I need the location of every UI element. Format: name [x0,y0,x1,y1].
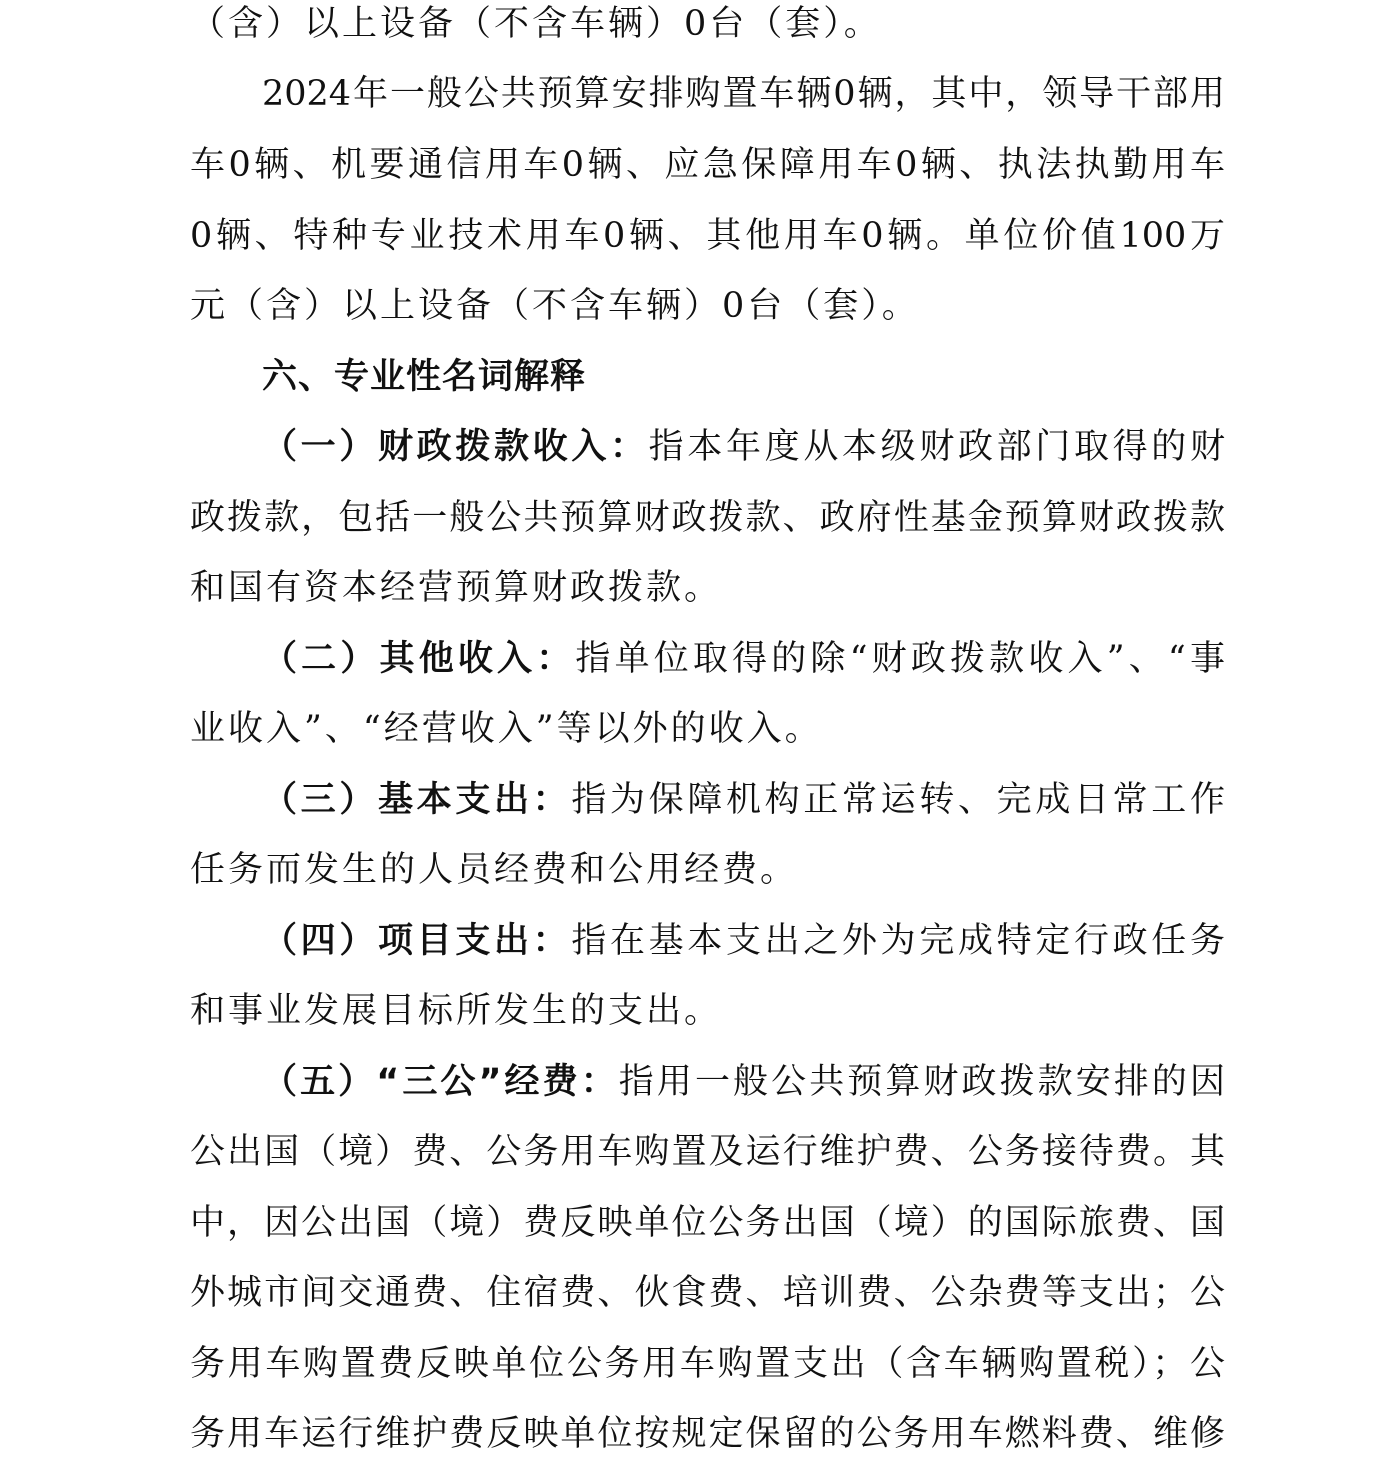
text-line: 政拨款，包括一般公共预算财政拨款、政府性基金预算财政拨款 [190,498,1225,538]
definition-term: （五）“三公”经费： [262,1062,619,1102]
definition-term: （一）财政拨款收入： [262,427,649,467]
text-line: 和国有资本经营预算财政拨款。 [190,568,723,608]
section-heading: 六、专业性名词解释 [262,357,587,397]
text-line: 2024年一般公共预算安排购置车辆0辆，其中，领导干部用 [262,74,1225,114]
definition-first-line [262,1047,1225,1117]
text-line: 元（含）以上设备（不含车辆）0台（套）。 [190,286,920,326]
text-line: 中，因公出国（境）费反映单位公务出国（境）的国际旅费、国 [190,1203,1225,1243]
text-line: 任务而发生的人员经费和公用经费。 [190,850,799,890]
definition-text: 指为保障机构正常运转、完成日常工作 [571,780,1225,820]
definition-text: 指在基本支出之外为完成特定行政任务 [571,921,1225,961]
definition-term: （三）基本支出： [262,780,572,820]
definition-text: 指用一般公共预算财政拨款安排的因 [618,1062,1225,1102]
definition-term: （二）其他收入： [262,639,576,679]
definition-text: 指单位取得的除“财政拨款收入”、“事 [575,639,1225,679]
text-line: 车0辆、机要通信用车0辆、应急保障用车0辆、执法执勤用车 [190,145,1225,185]
definition-first-line [262,765,1225,835]
text-line: （含）以上设备（不含车辆）0台（套）。 [190,4,882,44]
text-line: 务用车运行维护费反映单位按规定保留的公务用车燃料费、维修 [190,1414,1225,1454]
text-line: 公出国（境）费、公务用车购置及运行维护费、公务接待费。其 [190,1132,1225,1172]
text-line: 业收入”、“经营收入”等以外的收入。 [190,709,823,749]
text-line: 0辆、特种专业技术用车0辆、其他用车0辆。单位价值100万 [190,216,1225,256]
definition-first-line [262,412,1225,482]
definition-first-line [262,906,1225,976]
text-line: 务用车购置费反映单位公务用车购置支出（含车辆购置税）；公 [190,1344,1225,1384]
definition-text: 指本年度从本级财政部门取得的财 [648,427,1225,467]
text-line: 和事业发展目标所发生的支出。 [190,991,723,1031]
definition-first-line [262,624,1225,694]
definition-term: （四）项目支出： [262,921,572,961]
text-line: 外城市间交通费、住宿费、伙食费、培训费、公杂费等支出；公 [190,1273,1225,1313]
